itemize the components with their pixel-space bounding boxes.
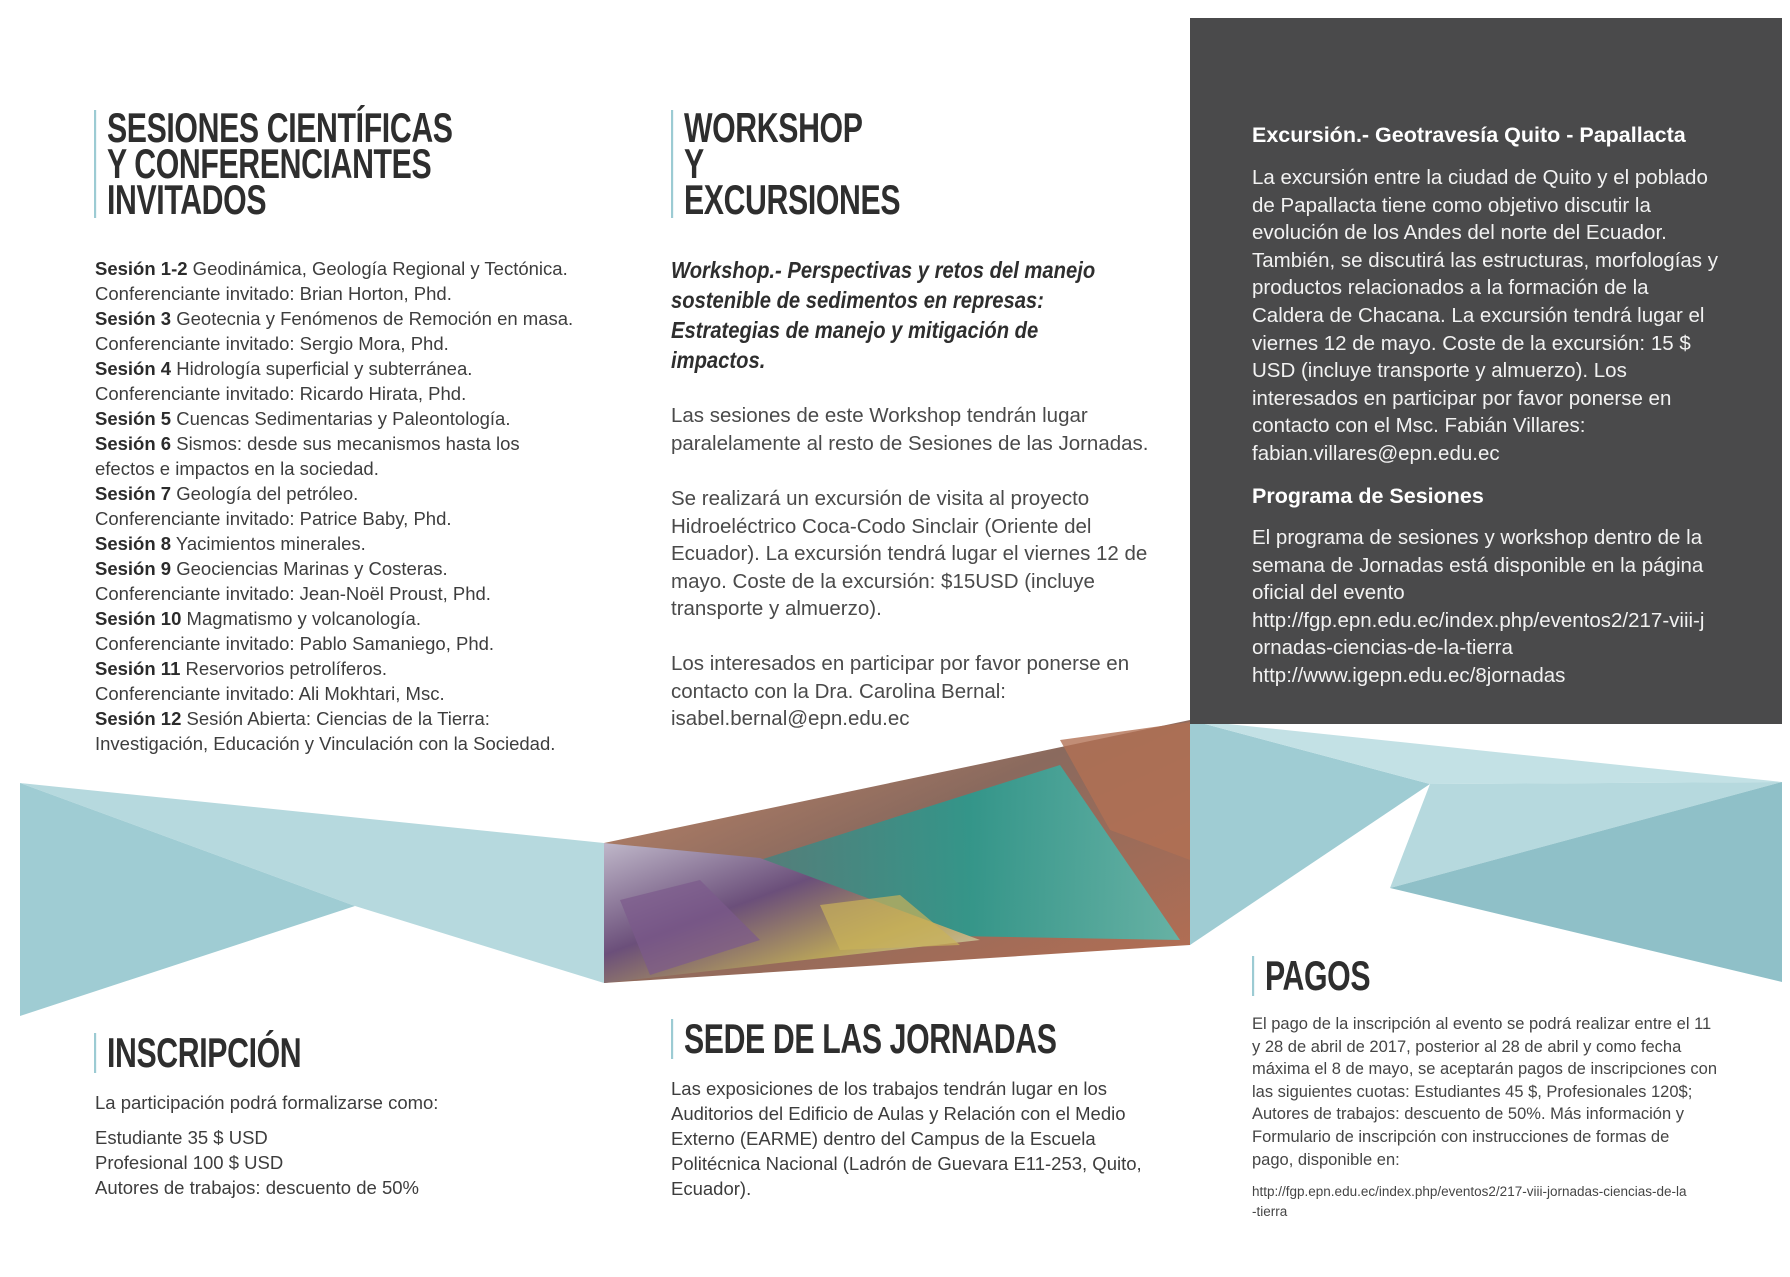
excursion-body [1252, 164, 1718, 468]
session-text: Sismos: desde sus mecanismos hasta los [171, 433, 520, 454]
pagos-heading: PAGOS [1252, 956, 1370, 996]
text-line: Las sesiones de este Workshop tendrán lugar [671, 404, 1088, 427]
session-number: Sesión 12 [95, 708, 182, 729]
session-line [95, 631, 595, 656]
workshop-paragraph-3 [671, 650, 1129, 733]
contact-email-bernal[interactable]: isabel.bernal@epn.edu.ec [671, 707, 910, 731]
session-number: Sesión 3 [95, 308, 172, 329]
session-line [95, 256, 595, 281]
session-line [95, 531, 595, 556]
programa-link[interactable]: http://fgp.epn.edu.ec/index.php/eventos2/217-viii-j [1252, 608, 1705, 632]
workshop-title [671, 255, 1095, 375]
text-line: productos relacionados a la formación de la [1252, 276, 1649, 300]
session-line [95, 281, 595, 306]
session-text: Yacimientos minerales. [171, 533, 366, 554]
session-text: Conferenciante invitado: Brian Horton, Phd. [95, 283, 452, 304]
text-line: las siguientes cuotas: Estudiantes 45 $, Profesionales 120$; [1252, 1082, 1693, 1101]
text-line: El pago de la inscripción al evento se podrá realizar entre el 11 [1252, 1015, 1712, 1033]
text-line: Caldera de Chacana. La excursión tendrá lugar el [1252, 303, 1705, 327]
session-number: Sesión 1-2 [95, 258, 188, 279]
session-number: Sesión 7 [95, 483, 172, 504]
session-text: Conferenciante invitado: Sergio Mora, Phd. [95, 333, 449, 354]
minerals-photo [604, 720, 1190, 983]
text-line: transporte y almuerzo). [671, 597, 882, 621]
sesiones-heading-line: Y CONFERENCIANTES [106, 140, 432, 187]
sede-heading: SEDE DE LAS JORNADAS [671, 1019, 1057, 1059]
workshop-paragraph-1 [671, 402, 1149, 457]
session-number: Sesión 5 [95, 408, 172, 429]
text-line: evolución de los Andes del norte del Ecuador. [1252, 221, 1667, 245]
pagos-link[interactable] [1252, 1182, 1687, 1222]
inscripcion-heading: INSCRIPCIÓN [94, 1033, 301, 1073]
session-text: Conferenciante invitado: Ali Mokhtari, Msc. [95, 683, 445, 704]
workshop-heading-line: WORKSHOP [683, 104, 863, 151]
fee-line: Profesional 100 $ USD [95, 1152, 284, 1173]
text-line: viernes 12 de mayo. Coste de la excursión: 15 $ [1252, 331, 1691, 355]
session-line [95, 706, 595, 731]
text-line: USD (incluye transporte y almuerzo). Los [1252, 359, 1627, 383]
text-line: Politécnica Nacional (Ladrón de Guevara E11-253, Quito, [671, 1153, 1142, 1174]
session-text: Geología del petróleo. [171, 483, 359, 504]
session-number: Sesión 6 [95, 433, 172, 454]
session-line [95, 406, 595, 431]
pagos-link-line[interactable]: http://fgp.epn.edu.ec/index.php/eventos2/217-viii-jornadas-ciencias-de-la [1252, 1184, 1687, 1199]
workshop-heading-line: EXCURSIONES [683, 176, 901, 223]
text-line: El programa de sesiones y workshop dentro de la [1252, 526, 1703, 549]
session-line [95, 606, 595, 631]
session-line [95, 556, 595, 581]
session-text: Conferenciante invitado: Patrice Baby, Phd. [95, 508, 452, 529]
text-line: Ecuador). La excursión tendrá lugar el viernes 12 de [671, 542, 1148, 566]
text-line: Externo (EARME) dentro del Campus de la Escuela [671, 1128, 1096, 1149]
text-line: semana de Jornadas está disponible en la página [1252, 553, 1704, 577]
session-text: Reservorios petrolíferos. [180, 658, 388, 679]
session-text: Geotecnia y Fenómenos de Remoción en masa. [171, 308, 574, 329]
sesiones-heading-line: SESIONES CIENTÍFICAS [106, 104, 453, 151]
inscripcion-intro: La participación podrá formalizarse como: [95, 1092, 439, 1113]
session-line [95, 506, 595, 531]
workshop-title-line: sostenible de sedimentos en represas: [671, 287, 1044, 313]
session-line [95, 356, 595, 381]
text-line: mayo. Coste de la excursión: $15USD (incluye [671, 569, 1095, 593]
sede-body [671, 1076, 1142, 1201]
text-line: También, se discutirá las estructuras, morfologías y [1252, 248, 1718, 272]
text-line: Los interesados en participar por favor ponerse en [671, 652, 1130, 675]
session-line [95, 656, 595, 681]
inscripcion-fees [95, 1125, 419, 1200]
workshop-title-line: Estrategias de manejo y mitigación de [671, 317, 1039, 343]
text-line: Ecuador). [671, 1178, 752, 1199]
session-line [95, 481, 595, 506]
session-line [95, 456, 595, 481]
session-line [95, 431, 595, 456]
fee-line: Autores de trabajos: descuento de 50% [95, 1177, 419, 1198]
text-line: La excursión entre la ciudad de Quito y el poblado [1252, 166, 1708, 189]
workshop-title-line: Workshop.- Perspectivas y retos del manejo [671, 257, 1096, 283]
text-line: paralelamente al resto de Sesiones de las Jornadas. [671, 431, 1149, 455]
session-text: Investigación, Educación y Vinculación con la Sociedad. [95, 733, 556, 754]
sesiones-heading-line: INVITADOS [106, 176, 267, 223]
text-line: Se realizará un excursión de visita al proyecto [671, 487, 1090, 510]
text-line: de Papallacta tiene como objetivo discutir la [1252, 193, 1651, 217]
session-text: efectos e impactos en la sociedad. [95, 458, 379, 479]
session-line [95, 306, 595, 331]
text-line: Las exposiciones de los trabajos tendrán lugar en los [671, 1078, 1108, 1099]
session-text: Cuencas Sedimentarias y Paleontología. [171, 408, 511, 429]
session-text: Conferenciante invitado: Jean-Noël Proust, Phd. [95, 583, 491, 604]
text-line: contacto con el Msc. Fabián Villares: [1252, 414, 1586, 438]
pagos-body [1252, 1013, 1717, 1171]
session-number: Sesión 10 [95, 608, 182, 629]
session-text: Sesión Abierta: Ciencias de la Tierra: [181, 708, 490, 729]
session-text: Geodinámica, Geología Regional y Tectónica. [187, 258, 568, 279]
session-text: Hidrología superficial y subterránea. [171, 358, 473, 379]
excursion-title: Excursión.- Geotravesía Quito - Papallacta [1252, 123, 1686, 147]
text-line: contacto con la Dra. Carolina Bernal: [671, 679, 1007, 703]
text-line: Formulario de inscripción con instrucciones de formas de [1252, 1127, 1670, 1146]
session-number: Sesión 8 [95, 533, 172, 554]
text-line: pago, disponible en: [1252, 1150, 1400, 1169]
session-text: Magmatismo y volcanología. [181, 608, 421, 629]
session-line [95, 331, 595, 356]
text-line: Autores de trabajos: descuento de 50%. Más información y [1252, 1105, 1684, 1124]
fee-line: Estudiante 35 $ USD [95, 1127, 268, 1148]
session-line [95, 681, 595, 706]
programa-link[interactable]: ornadas-ciencias-de-la-tierra [1252, 636, 1513, 660]
pagos-link-line[interactable]: -tierra [1252, 1204, 1288, 1219]
programa-title: Programa de Sesiones [1252, 484, 1484, 508]
workshop-paragraph-2 [671, 485, 1147, 623]
contact-email-villares[interactable]: fabian.villares@epn.edu.ec [1252, 441, 1500, 465]
sesiones-heading [94, 104, 453, 223]
text-line: y 28 de abril de 2017, posterior al 28 de abril y como fecha [1252, 1037, 1682, 1056]
session-text: Conferenciante invitado: Pablo Samaniego, Phd. [95, 633, 495, 654]
session-number: Sesión 4 [95, 358, 172, 379]
sesiones-list [95, 256, 595, 756]
text-line: máxima el 8 de mayo, se aceptarán pagos de inscripciones con [1252, 1060, 1718, 1079]
text-line: Auditorios del Edificio de Aulas y Relación con el Medio [671, 1103, 1126, 1124]
session-text: Conferenciante invitado: Ricardo Hirata, Phd. [95, 383, 467, 404]
workshop-heading-line: Y [683, 140, 704, 187]
workshop-title-line: impactos. [671, 347, 766, 373]
session-line [95, 581, 595, 606]
session-line [95, 731, 595, 756]
session-number: Sesión 9 [95, 558, 172, 579]
text-line: interesados en participar por favor ponerse en [1252, 386, 1672, 410]
workshop-heading [671, 104, 901, 223]
text-line: Hidroeléctrico Coca-Codo Sinclair (Oriente del [671, 514, 1092, 538]
session-number: Sesión 11 [95, 658, 181, 679]
programa-body [1252, 524, 1704, 690]
session-text: Geociencias Marinas y Costeras. [171, 558, 448, 579]
text-line: oficial del evento [1252, 581, 1405, 605]
programa-link[interactable]: http://www.igepn.edu.ec/8jornadas [1252, 663, 1566, 687]
session-line [95, 381, 595, 406]
